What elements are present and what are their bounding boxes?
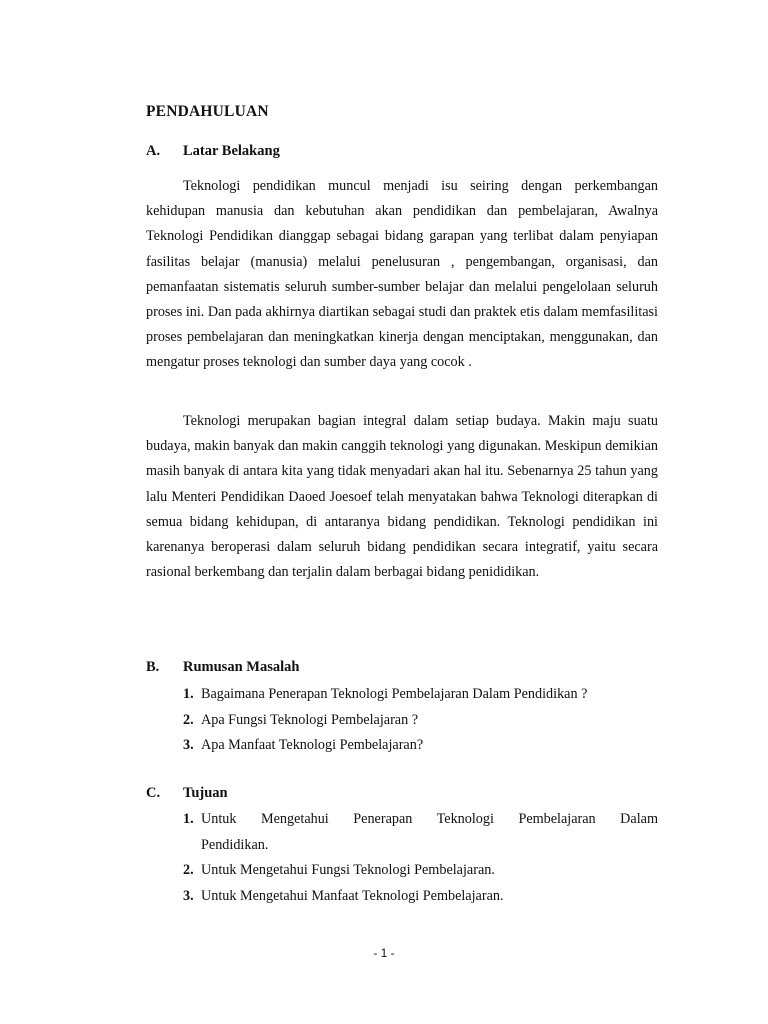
- page-number: - 1 -: [373, 946, 395, 960]
- section-b-title: Rumusan Masalah: [183, 659, 300, 675]
- section-c-letter: C.: [146, 785, 161, 801]
- section-a-letter: A.: [146, 143, 161, 159]
- section-a-heading: [146, 143, 280, 160]
- section-b-heading: [146, 659, 299, 676]
- paragraph-1: Teknologi pendidikan muncul menjadi isu seiring dengan perkembangan kehidupan manusia dan kebutuhan akan pendidikan dan pembelajaran, Awalnya Teknologi Pendidikan dianggap sebagai bidang garapan yang terlibat dalam penyiapan fasilitas belajar (manusia) melalui penelusuran , pengembangan, organisasi, dan pemanfaatan sistematis seluruh sumber-sumber belajar dan melalui pengelolaan seluruh proses ini. Dan pada akhirnya diartikan sebagai studi dan praktek etis dalam memfasilitasi proses pembelajaran dan meningkatkan kinerja dengan menciptakan, menggunakan, dan mengatur proses teknologi dan sumber daya yang cocok .: [146, 178, 658, 371]
- list-item: 3. Apa Manfaat Teknologi Pembelajaran?: [183, 737, 424, 753]
- paragraph-2: Teknologi merupakan bagian integral dalam setiap budaya. Makin maju suatu budaya, makin banyak dan makin canggih teknologi yang digunakan. Meskipun demikian masih banyak di antara kita yang tidak menyadari akan hal itu. Sebenarnya 25 tahun yang lalu Menteri Pendidikan Daoed Joesoef telah menyatakan bahwa Teknologi diterapkan di semua bidang kehidupan, di antaranya bidang pendidikan. Teknologi pendidikan ini karenanya beroperasi dalam seluruh bidang pendidikan secara integratif, yaitu secara rasional berkembang dan terjalin dalam berbagai bidang penididikan.: [146, 413, 658, 581]
- section-b-letter: B.: [146, 659, 160, 675]
- problem-list: [183, 682, 658, 759]
- page-title: PENDAHULUAN: [146, 103, 269, 120]
- list-item: 2. Untuk Mengetahui Fungsi Teknologi Pembelajaran.: [183, 862, 495, 878]
- section-a-title: Latar Belakang: [183, 143, 280, 159]
- section-c-title: Tujuan: [183, 785, 228, 801]
- list-item: 3. Untuk Mengetahui Manfaat Teknologi Pembelajaran.: [183, 887, 504, 904]
- objective-list: [183, 807, 658, 909]
- section-c-heading: [146, 785, 228, 802]
- list-item: 1. Untuk Mengetahui Penerapan Teknologi Pembelajaran Dalam Pendidikan.: [183, 811, 658, 853]
- list-item: 2. Apa Fungsi Teknologi Pembelajaran ?: [183, 711, 419, 728]
- list-item: 1. Bagaimana Penerapan Teknologi Pembelajaran Dalam Pendidikan ?: [183, 686, 588, 702]
